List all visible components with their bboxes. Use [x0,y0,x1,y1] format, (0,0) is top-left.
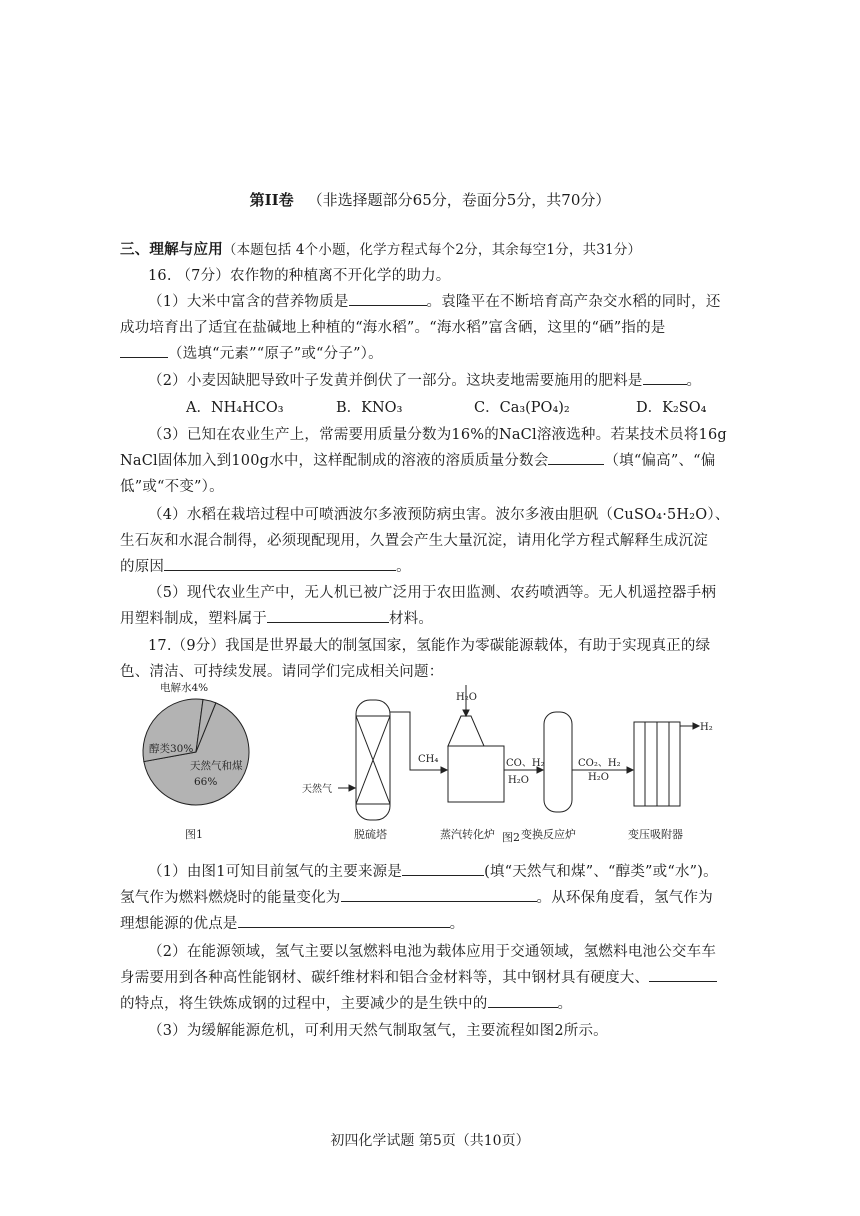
q17-p2d: 。 [557,996,573,1012]
q17-p1b: (填“天然气和煤”、“醇类”或“水”)。 [484,864,718,880]
label-natural-gas: 天然气 [302,784,332,795]
q17-p1c: 氢气作为燃料燃烧时的能量变化为 [120,890,341,906]
pie-label-gas-coal [190,759,243,772]
q16-p5b: 用塑料制成，塑料属于 [120,611,267,627]
answer-blank-9[interactable] [238,912,450,928]
natural-gas-arrowhead [349,785,355,791]
h2-arrowhead [693,723,699,729]
unit-shift: 变换反应炉 [521,828,576,841]
q16-p5c: 材料。 [389,611,434,627]
q16-p1d: （选填“元素”“原子”或“分子”）。 [168,346,383,362]
answer-blank-8[interactable] [341,886,537,902]
option-d: D．K₂SO₄ [636,400,707,416]
label-h2o-b: H₂O [588,772,609,783]
q16-part1-line2: 成功培育出了适宜在盐碱地上种植的“海水稻”。“海水稻”富含硒，这里的“硒”指的是 [120,320,666,336]
q16-p1a: （1）大米中富含的营养物质是 [148,294,349,310]
unit-psa: 变压吸附器 [628,828,683,841]
unit-desulfurization: 脱硫塔 [354,828,387,841]
flow-diagram [338,685,699,820]
pie-label-gas-coal-pct: 66% [194,776,218,788]
shift-reactor [544,712,572,812]
label-co-h2: CO、H₂ [506,758,545,769]
q16-part3-line1: （3）已知在农业生产上，常需要用质量分数为16%的NaCl溶液选种。若某技术员将16g [148,427,727,443]
q17-part2-line2 [120,966,717,987]
q16-heading: 16. （7分）农作物的种植离不开化学的助力。 [148,268,451,284]
steam-reformer-top [448,716,484,746]
q16-part5-line1: （5）现代农业生产中，无人机已被广泛用于农田监测、农药喷洒等。无人机遥控器手柄 [148,585,717,601]
q17-p1f: 。 [449,916,465,932]
q17-part2-line3 [120,992,572,1013]
unit-reformer: 蒸汽转化炉 [440,828,495,841]
q17-p2b: 身需要用到各种高性能钢材、碳纤维材料和铝合金材料等，其中钢材具有硬度大、 [120,970,650,986]
page-footer: 初四化学试题 第5页（共10页） [330,1133,530,1149]
answer-blank-10[interactable] [649,966,717,982]
fig1-caption: 图1 [185,828,203,841]
label-ch4: CH₄ [418,754,439,765]
q17-part1-line1 [148,860,718,881]
pie-label-gas-coal-name: 天然气和煤 [190,760,243,772]
q16-p3b: NaCl固体加入到100g水中，这样配制成的溶液的溶质质量分数会 [120,453,549,469]
pie-label-alcohol: 醇类30% [149,743,194,755]
q16-p2a: （2）小麦因缺肥导致叶子发黄并倒伏了一部分。这块麦地需要施用的肥料是 [148,373,643,389]
q16-part4-line1: （4）水稻在栽培过程中可喷洒波尔多液预防病虫害。波尔多液由胆矾（CuSO₄·5H₂O）、 [148,507,730,523]
q17-p1a: （1）由图1可知目前氢气的主要来源是 [148,864,403,880]
section-title-rest: （非选择题部分65分，卷面分5分，共70分） [307,191,611,209]
q16-p2b: 。 [686,373,702,389]
label-h2o-a: H₂O [508,775,529,786]
label-h2: H₂ [700,722,713,733]
answer-blank-7[interactable] [402,860,484,876]
q16-p1b: 。袁隆平在不断培育高产杂交水稻的同时，还 [426,294,721,310]
section3-rest: （本题包括 4个小题，化学方程式每个2分，其余每空1分，共31分） [222,242,642,258]
co2-h2-arrowhead [627,767,633,773]
label-co2-h2: CO₂、H₂ [578,758,621,769]
option-b: B．KNO₃ [336,400,403,416]
q17-part3: （3）为缓解能源危机，可利用天然气制取氢气，主要流程如图2所示。 [148,1023,608,1039]
ch4-arrowhead [441,767,447,773]
q16-part4-line2: 生石灰和水混合制得，必须现配现用，久置会产生大量沉淀，请用化学方程式解释生成沉淀 [120,533,708,549]
q17-heading-line1: 17.（9分）我国是世界最大的制氢国家，氢能作为零碳能源载体，有助于实现真正的绿 [148,638,711,654]
q17-heading-line2: 色、清洁、可持续发展。请同学们完成相关问题： [120,664,444,680]
section-title-bold: 第II卷 [249,191,294,209]
q16-p3c: （填“偏高”、“偏 [604,453,716,469]
q16-part3-line3: 低”或“不变”）。 [120,479,224,495]
pie-label-water: 电解水4% [160,682,209,694]
q16-p4c: 的原因 [120,559,165,575]
section3-bold: 三、理解与应用 [120,241,223,258]
option-a: A．NH₄HCO₃ [186,400,284,416]
fig2-caption: 图2 [502,831,520,844]
q17-p1e: 理想能源的优点是 [120,916,238,932]
q16-p4d: 。 [396,559,411,575]
water-arrowhead [463,710,469,716]
q17-part1-line3 [120,912,464,933]
answer-blank-11[interactable] [488,992,558,1008]
q17-part2-line1: （2）在能源领域，氢气主要以氢燃料电池为载体应用于交通领域，氢燃料电池公交车车 [148,944,717,960]
q17-part1-line2 [120,886,713,907]
steam-reformer [448,746,504,802]
q17-p2c: 的特点，将生铁炼成钢的过程中，主要减少的是生铁中的 [120,996,488,1012]
label-water: H₂O [456,692,477,703]
q17-p1d: 。从环保角度看，氢气作为 [536,890,713,906]
option-c: C．Ca₃(PO₄)₂ [474,400,570,416]
